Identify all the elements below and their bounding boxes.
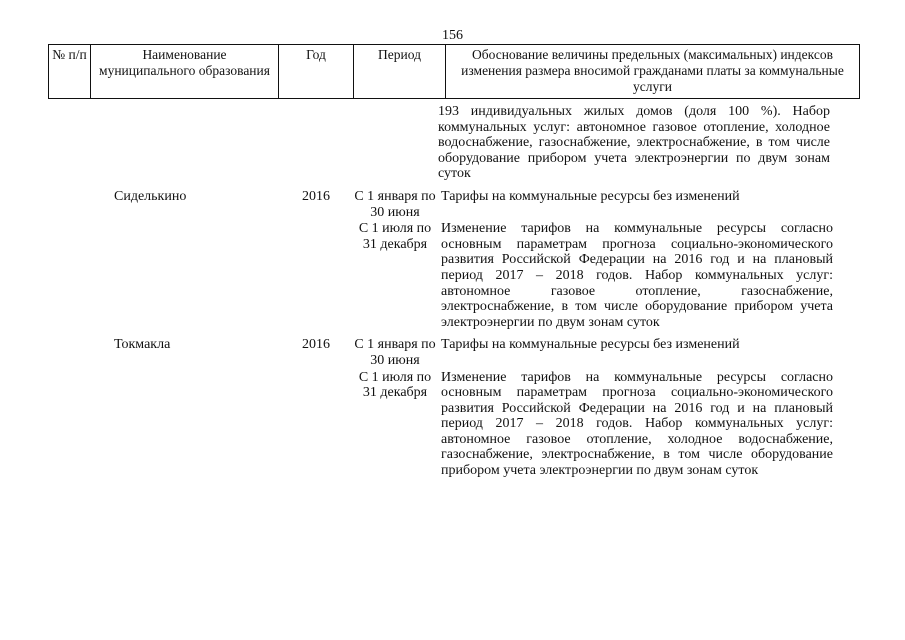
table-row xyxy=(48,189,860,220)
period-cell: С 1 января по 30 июня xyxy=(354,188,436,220)
header-row xyxy=(49,45,860,99)
header-justification: Обоснование величины предельных (максимальных) индексов изменения размера вносимой гражданами платы за коммунальные услуги xyxy=(446,45,860,99)
year-cell: 2016 xyxy=(302,188,330,204)
header-year: Год xyxy=(279,45,354,99)
table-header xyxy=(48,44,860,99)
period-cell: С 1 июля по 31 декабря xyxy=(358,221,432,252)
justification-cell: Изменение тарифов на коммунальные ресурсы согласно основным параметрам прогноза социально-экономического развития Российской Федерации на 2016 год и на плановый период 2017 – 2018 годов. Набор коммунальных услуг: автономное газовое отопление, газоснабжение, электроснабжение, в том числе оборудование прибором учета электроэнергии по двум зонам суток xyxy=(441,221,833,330)
table-row xyxy=(48,370,860,479)
municipality-name: Токмакла xyxy=(114,337,171,353)
table-row xyxy=(48,337,860,368)
page-number: 156 xyxy=(442,28,463,43)
header-municipality: Наименование муниципального образования xyxy=(91,45,279,99)
header-period: Период xyxy=(354,45,446,99)
justification-cell: Тарифы на коммунальные ресурсы без изменений xyxy=(441,188,740,204)
year-cell: 2016 xyxy=(302,337,330,353)
continuation-row xyxy=(48,104,860,182)
table-row xyxy=(48,221,860,330)
justification-cell: Тарифы на коммунальные ресурсы без изменений xyxy=(441,337,740,353)
justification-cell: Изменение тарифов на коммунальные ресурсы согласно основным параметрам прогноза социально-экономического развития Российской Федерации на 2016 год и на плановый период 2017 – 2018 годов. Набор коммунальных услуг: автономное газовое отопление, холодное водоснабжение, газоснабжение, электроснабжение, в том числе оборудование прибором учета электроэнергии по двум зонам суток xyxy=(441,369,833,479)
period-cell: С 1 января по 30 июня xyxy=(354,337,436,368)
period-cell: С 1 июля по 31 декабря xyxy=(358,369,432,401)
header-num: № п/п xyxy=(49,45,91,99)
municipality-name: Сиделькино xyxy=(114,188,187,204)
table-body xyxy=(48,104,860,479)
continuation-text: 193 индивидуальных жилых домов (доля 100 %). Набор коммунальных услуг: автономное газовое отопление, холодное водоснабжение, газоснабжение, электроснабжение, в том числе оборудование прибором учета электроэнергии по двум зонам суток xyxy=(438,104,830,182)
